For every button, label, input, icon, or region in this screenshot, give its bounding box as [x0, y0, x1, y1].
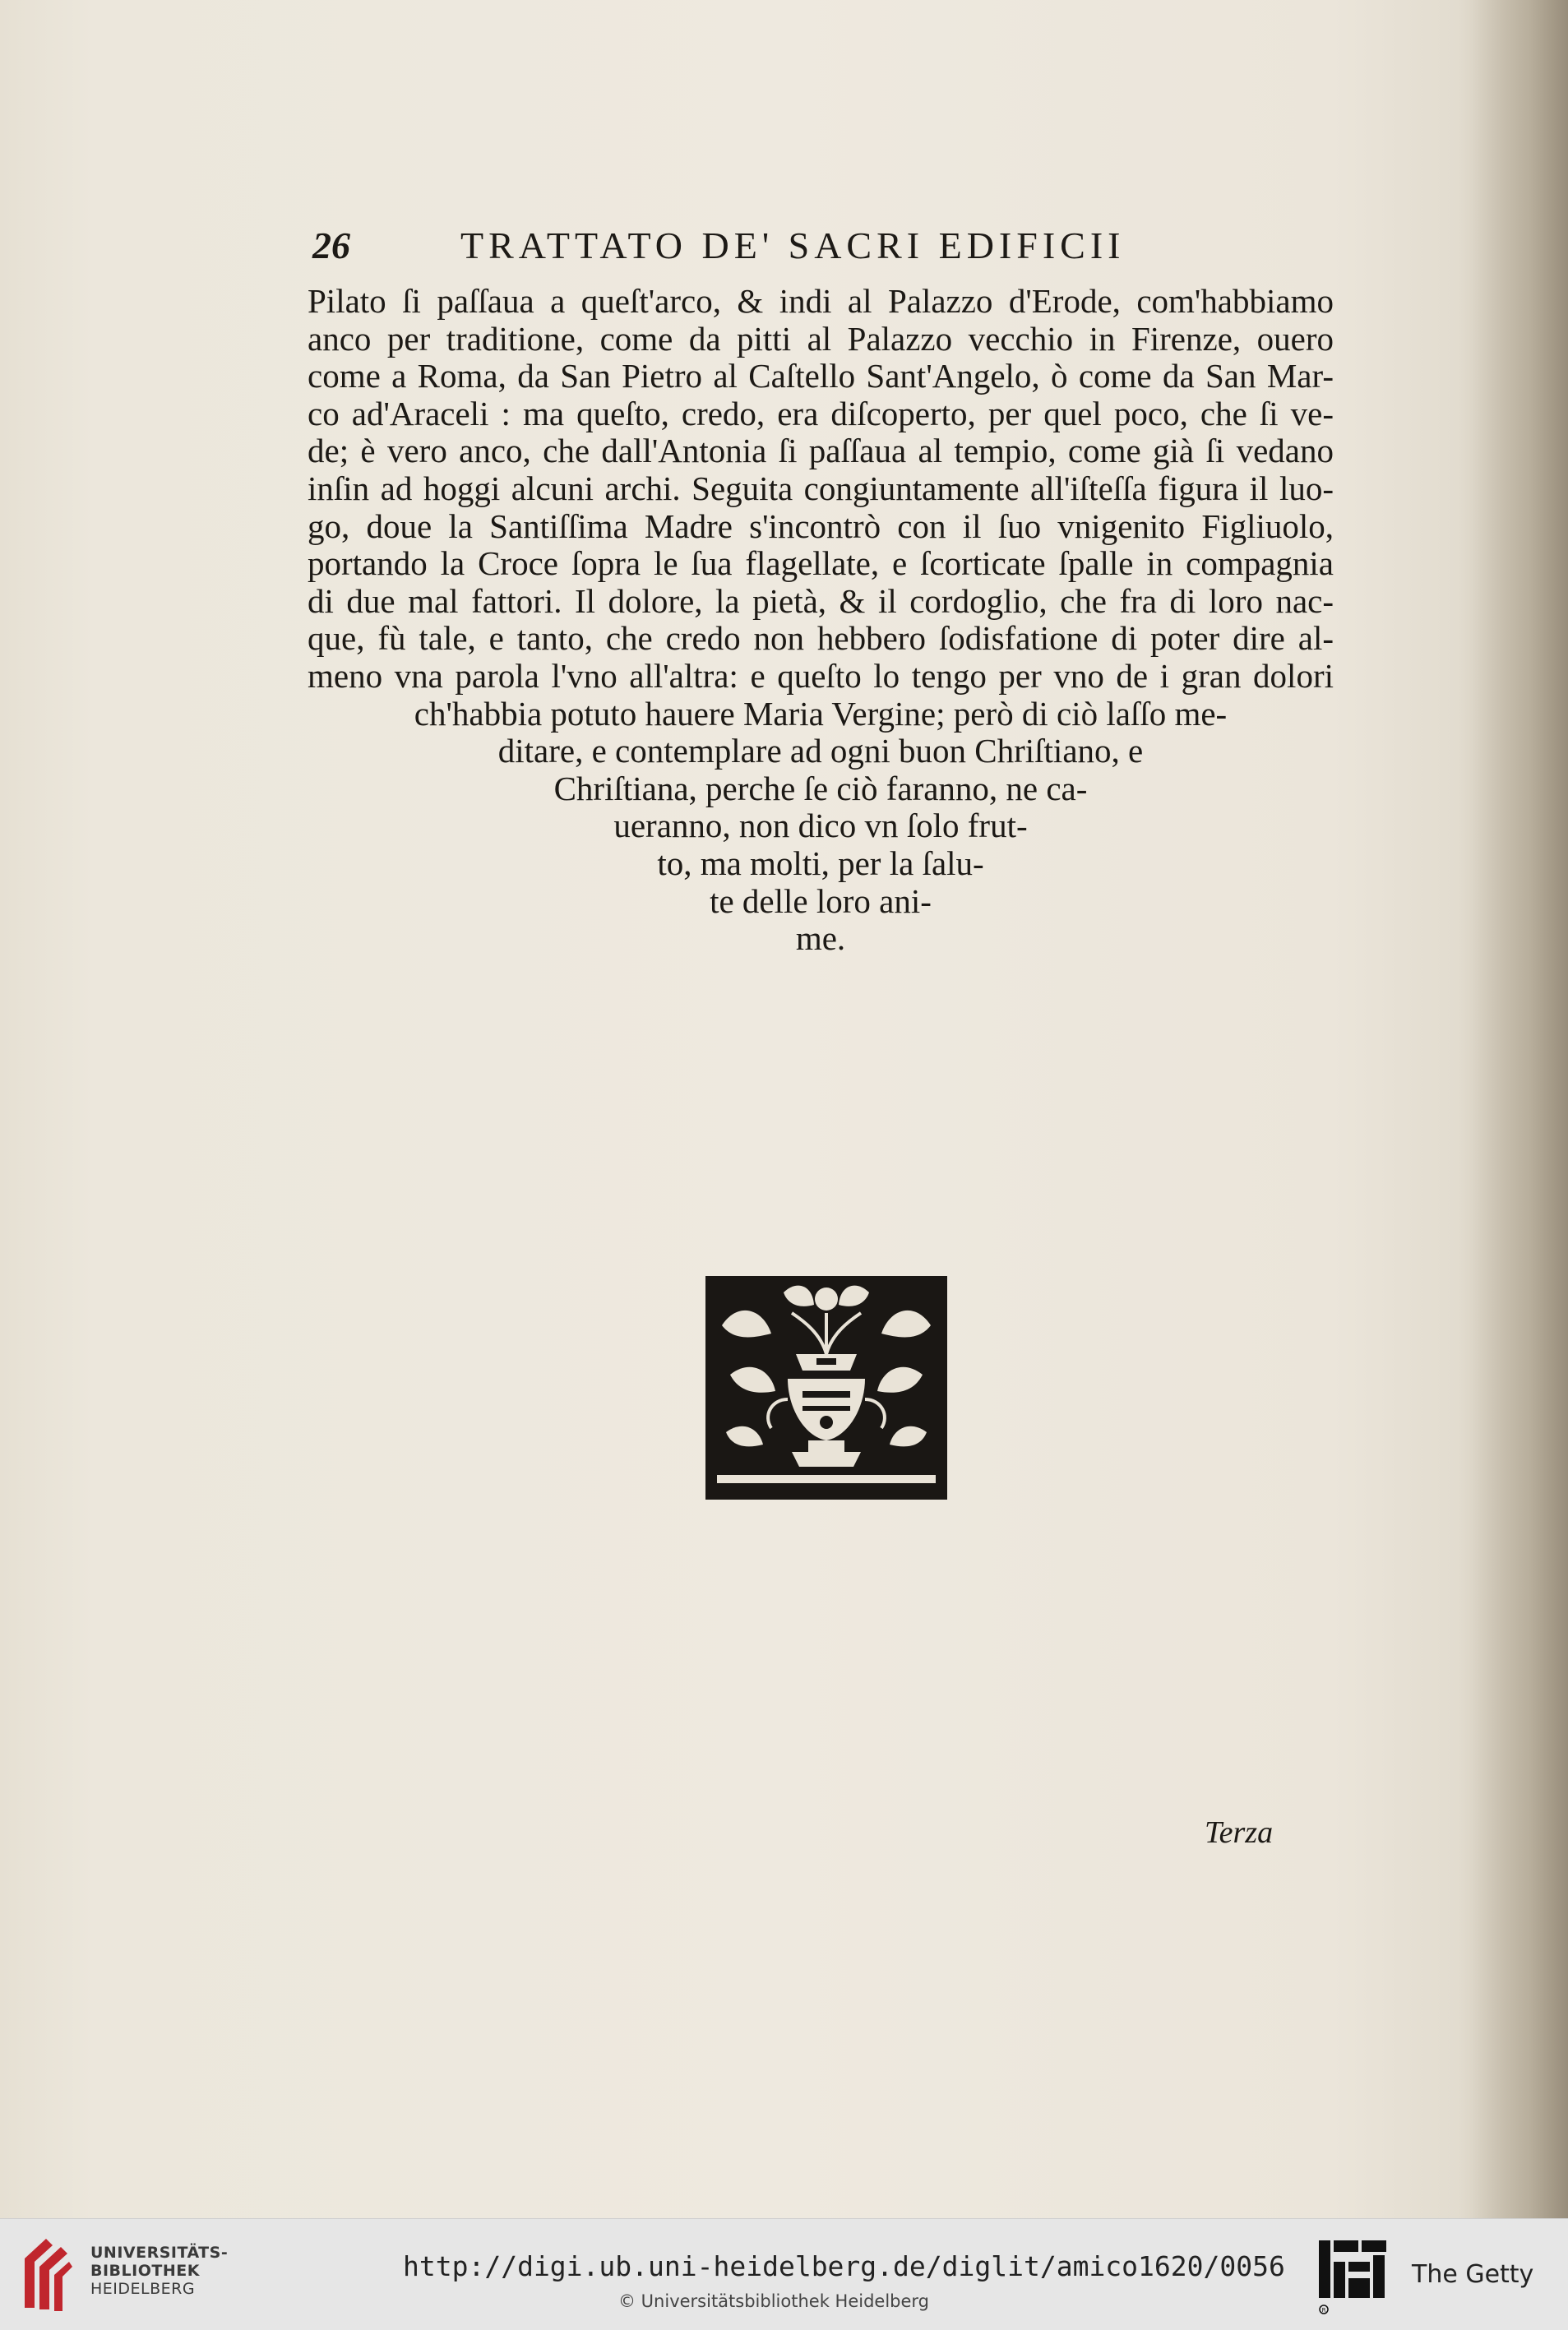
- text-line: de; è vero anco, che dall'Antonia ſi paſſaua al tempio, come già ſi vedano: [308, 432, 1334, 470]
- taper-line: ueranno, non dico vn ſolo frut-: [613, 807, 1028, 845]
- page-number: 26: [312, 224, 350, 266]
- vase-ornament-woodcut: [705, 1276, 947, 1500]
- text-line: come a Roma, da San Pietro al Caſtello Sant'Angelo, ò come da San Mar-: [308, 357, 1334, 395]
- body-text: [308, 283, 1334, 958]
- text-line: di due mal fattori. Il dolore, la pietà, & il cordoglio, che fra di loro nac-: [308, 581, 1334, 620]
- svg-text:R: R: [1321, 2307, 1326, 2314]
- taper-line: Chriſtiana, perche ſe ciò faranno, ne ca-: [553, 769, 1088, 807]
- page-header: [312, 224, 1184, 273]
- library-name: [90, 2244, 228, 2298]
- catchword: Terza: [1205, 1815, 1274, 1850]
- taper-line: me.: [795, 919, 846, 958]
- page-edge-shadow: [1472, 0, 1568, 2218]
- heidelberg-library-logo-icon[interactable]: [18, 2234, 76, 2316]
- text-line: inſin ad hoggi alcuni archi. Seguita congiuntamente all'iſteſſa figura il luo-: [308, 469, 1334, 507]
- text-line: que, fù tale, e tanto, che credo non hebbero ſodisfatione di poter dire al-: [308, 619, 1334, 658]
- text-line: meno vna parola l'vno all'altra: e queſto lo tengo per vno de i gran dolori: [308, 656, 1334, 695]
- partner-name: The Getty: [1412, 2260, 1534, 2289]
- running-title: TRATTATO DE' SACRI EDIFICII: [460, 224, 1126, 266]
- taper-line: ch'habbia potuto hauere Maria Vergine; però di ciò laſſo me-: [414, 694, 1228, 733]
- text-line: go, doue la Santiſſima Madre s'incontrò con il ſuo vnigenito Figliuolo,: [308, 506, 1334, 545]
- taper-line: ditare, e contemplare ad ogni buon Chriſtiano, e: [497, 732, 1144, 770]
- library-name-line: UNIVERSITÄTS-: [90, 2244, 229, 2262]
- getty-logo-icon[interactable]: [1316, 2237, 1390, 2316]
- text-line: Pilato ſi paſſaua a queſt'arco, & indi al Palazzo d'Erode, com'habbiamo: [308, 282, 1334, 320]
- copyright-notice: © Universitätsbibliothek Heidelberg: [618, 2291, 930, 2311]
- library-name-line: HEIDELBERG: [90, 2280, 196, 2298]
- viewer-footer: [0, 2218, 1568, 2330]
- text-line: portando la Croce ſopra le ſua flagellate, e ſcorticate ſpalle in compagnia: [308, 544, 1334, 583]
- taper-line: to, ma molti, per la ſalu-: [657, 844, 984, 882]
- text-line: co ad'Araceli : ma queſto, credo, era diſcoperto, per quel poco, che ſi ve-: [308, 394, 1334, 432]
- taper-line: te delle loro ani-: [710, 881, 932, 920]
- permalink-url[interactable]: http://digi.ub.uni-heidelberg.de/diglit/amico1620/0056: [403, 2250, 1285, 2282]
- text-line: anco per traditione, come da pitti al Palazzo vecchio in Firenze, ouero: [308, 319, 1334, 358]
- library-name-line: BIBLIOTHEK: [90, 2262, 200, 2280]
